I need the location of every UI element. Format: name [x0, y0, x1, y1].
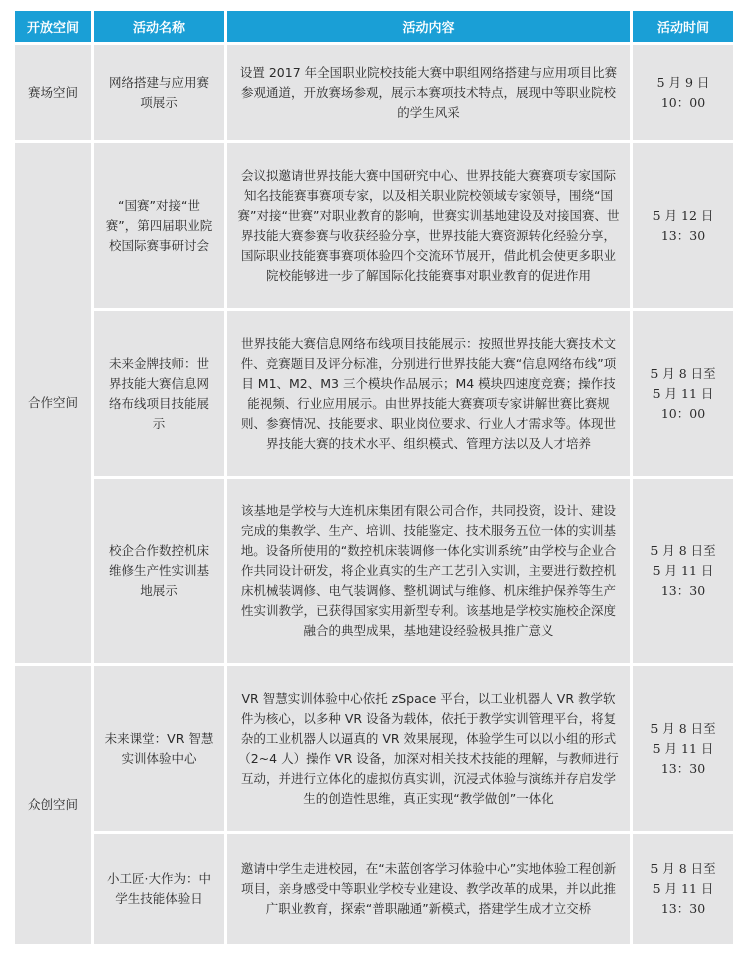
time-date-end: 5 月 11 日 — [652, 740, 714, 756]
activity-content: 设置 2017 年全国职业院校技能大赛中职组网络搭建与应用项目比赛参观通道，开放赛场参观，展示本赛项技术特点，展现中等职业院校的学生风采 — [227, 45, 630, 140]
time-clock: 13：30 — [660, 583, 706, 598]
time-clock: 10：00 — [660, 94, 706, 110]
time-date-end: 5 月 11 日 — [652, 881, 714, 896]
header-content: 活动内容 — [227, 11, 630, 42]
activity-time — [633, 45, 733, 140]
table-row — [15, 834, 733, 944]
space-cell: 众创空间 — [15, 666, 91, 944]
activity-name: “国赛”对接“世赛”，第四届职业院校国际赛事研讨会 — [94, 143, 224, 308]
activity-content: 世界技能大赛信息网络布线项目技能展示：按照世界技能大赛技术文件、竞赛题目及评分标准，分别进行世界技能大赛“信息网络布线”项目 M1、M2、M3 三个模块作品展示；M4 模块四速度竞赛；操作技能视频、行业应用展示。由世界技能大赛赛项专家讲解世赛比赛规则、参赛情况、技能要求、职业岗位要求、行业人才需求等。体现世界技能大赛的技术水平、组织模式、管理方法以及人才培养 — [227, 311, 630, 476]
activity-time — [633, 666, 733, 831]
activity-name: 小工匠·大作为：中学生技能体验日 — [94, 834, 224, 944]
table-row — [15, 666, 733, 831]
activity-time — [633, 311, 733, 476]
header-space: 开放空间 — [15, 11, 91, 42]
space-cell: 赛场空间 — [15, 45, 91, 140]
activity-name: 未来金牌技师：世界技能大赛信息网络布线项目技能展示 — [94, 311, 224, 476]
time-date: 5 月 8 日至 — [650, 365, 716, 381]
time-clock: 13：30 — [660, 760, 706, 776]
activity-name: 网络搭建与应用赛项展示 — [94, 45, 224, 140]
activity-content: VR 智慧实训体验中心依托 zSpace 平台，以工业机器人 VR 教学软件为核心，以多种 VR 设备为载体，依托于教学实训管理平台，将复杂的工业机器人以逼真的 VR 效果展现，体验学生可以以小组的形式（2~4 人）操作 VR 设备，加深对相关技术技能的理解，与教师进行互动，并进行立体化的虚拟仿真实训，沉浸式体验与演练并存启发学生的创造性思维，真正实现“教学做创”一体化 — [227, 666, 630, 831]
activity-name: 未来课堂：VR 智慧实训体验中心 — [94, 666, 224, 831]
activity-time — [633, 834, 733, 944]
activity-name: 校企合作数控机床维修生产性实训基地展示 — [94, 479, 224, 663]
table-header-row — [15, 11, 733, 42]
time-date: 5 月 9 日 — [656, 74, 710, 90]
time-clock: 13：30 — [660, 901, 706, 916]
schedule-table — [12, 8, 736, 947]
space-cell: 合作空间 — [15, 143, 91, 663]
time-date-end: 5 月 11 日 — [652, 385, 714, 401]
time-date-end: 5 月 11 日 — [652, 563, 714, 578]
time-clock: 10：00 — [660, 405, 706, 421]
activity-time — [633, 143, 733, 308]
time-clock: 13：30 — [660, 227, 706, 243]
time-date: 5 月 8 日至 — [650, 720, 716, 736]
time-date: 5 月 8 日至 — [650, 543, 716, 558]
header-name: 活动名称 — [94, 11, 224, 42]
table-row — [15, 479, 733, 663]
table-row — [15, 311, 733, 476]
activity-time — [633, 479, 733, 663]
activity-content: 会议拟邀请世界技能大赛中国研究中心、世界技能大赛赛项专家国际知名技能赛事赛项专家，以及相关职业院校领域专家领导，围绕“国赛”对接“世赛”对职业教育的影响，世赛实训基地建设及对接国赛、世界技能大赛参赛与收获经验分享，世界技能大赛资源转化经验分享，国际职业技能赛事赛项体验四个交流环节展开，借此机会使更多职业院校能够进一步了解国际化技能赛事对职业教育的促进作用 — [227, 143, 630, 308]
table-row — [15, 45, 733, 140]
activity-content: 该基地是学校与大连机床集团有限公司合作，共同投资，设计、建设完成的集教学、生产、培训、技能鉴定、技术服务五位一体的实训基地。设备所使用的“数控机床装调修一体化实训系统”由学校与企业合作共同设计研发，将企业真实的生产工艺引入实训，主要进行数控机床机械装调修、电气装调修、整机调试与维修、机床维护保养等生产性实训教学，已获得国家实用新型专利。该基地是学校实施校企深度融合的典型成果，基地建设经验极具推广意义 — [227, 479, 630, 663]
time-date: 5 月 8 日至 — [650, 861, 716, 876]
activity-content: 邀请中学生走进校园，在“未蓝创客学习体验中心”实地体验工程创新项目，亲身感受中等职业学校专业建设、教学改革的成果，并以此推广职业教育，探索“普职融通”新模式，搭建学生成才立交桥 — [227, 834, 630, 944]
time-date: 5 月 12 日 — [652, 207, 714, 223]
header-time: 活动时间 — [633, 11, 733, 42]
table-row — [15, 143, 733, 308]
